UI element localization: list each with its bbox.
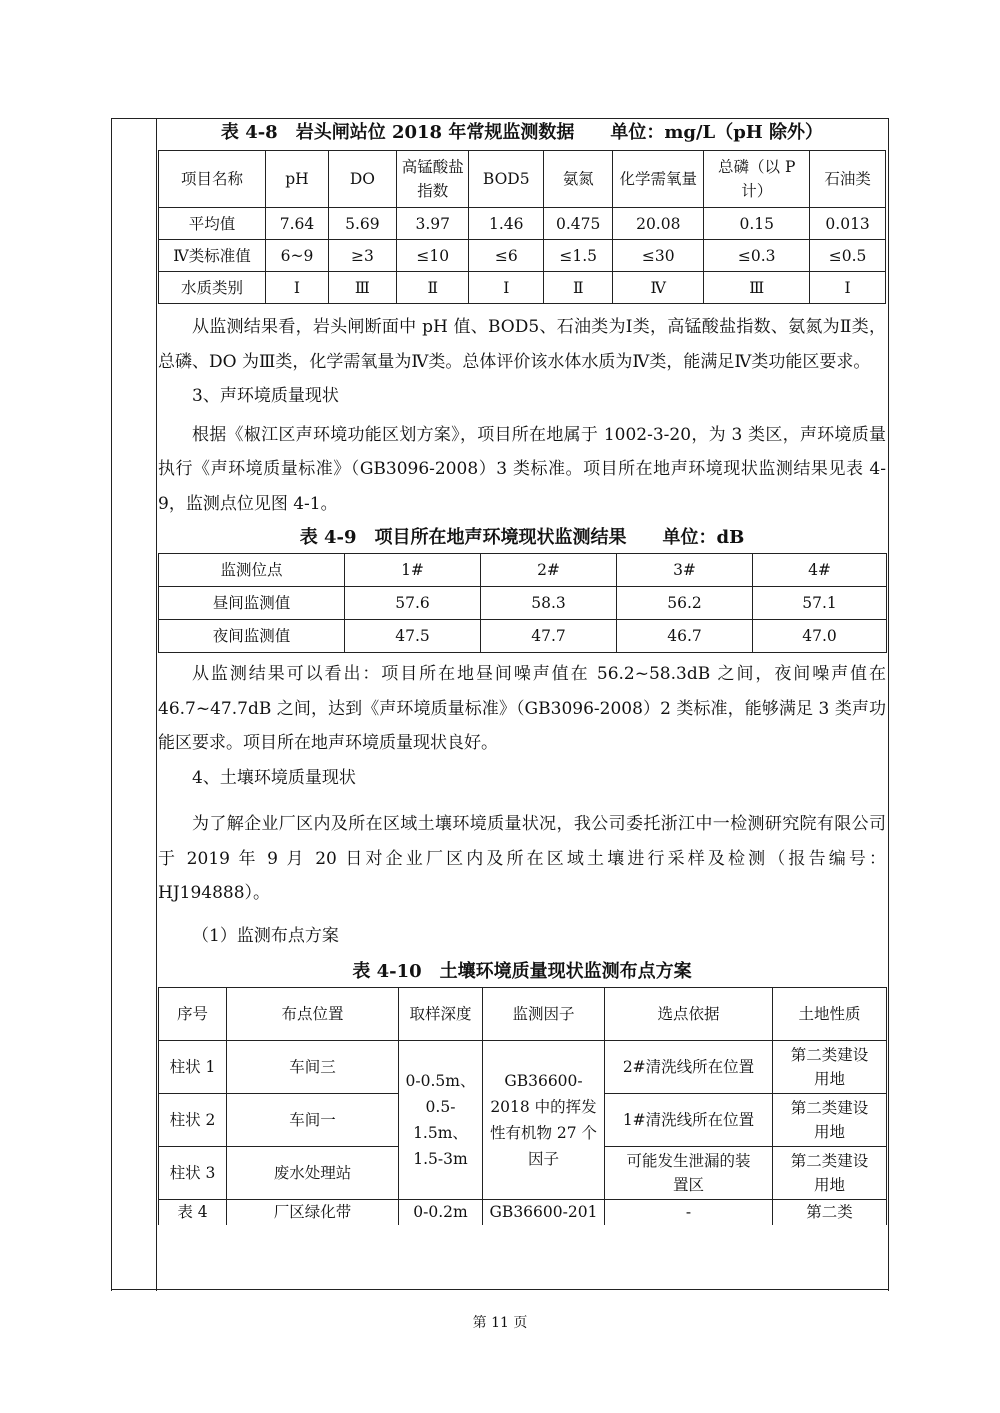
- table-cell: 0.475: [544, 208, 613, 240]
- table-cell: 46.7: [617, 620, 753, 653]
- table-cell: 柱状 3: [159, 1147, 227, 1200]
- paragraph: 为了解企业厂区内及所在区域土壤环境质量状况，我公司委托浙江中一检测研究院有限公司于 2019 年 9 月 20 日对企业厂区内及所在区域土壤进行采样及检测（报告编号：HJ194888）。: [158, 814, 886, 903]
- table-cell: Ⅲ: [328, 272, 396, 304]
- table-4-8-header-row: [159, 151, 886, 208]
- table-cell: 20.08: [613, 208, 704, 240]
- table-cell: 昼间监测值: [159, 587, 345, 620]
- paragraph: 从监测结果可以看出：项目所在地昼间噪声值在 56.2~58.3dB 之间，夜间噪声值在 46.7~47.7dB 之间，达到《声环境质量标准》（GB3096-2008）2 类标准，能够满足 3 类声功能区要求。项目所在地声环境质量现状良好。: [158, 664, 886, 753]
- header-cell: 1#: [345, 554, 481, 587]
- table-cell: 57.1: [753, 587, 887, 620]
- table-row: [159, 1041, 887, 1094]
- table-cell: 水质类别: [159, 272, 266, 304]
- paragraph: 根据《椒江区声环境功能区划方案》，项目所在地属于 1002-3-20，为 3 类区，声环境质量执行《声环境质量标准》（GB3096-2008）3 类标准。项目所在地声环境现状监测结果见表 4-9，监测点位见图 4-1。: [158, 424, 886, 514]
- table-cell: 0.15: [704, 208, 810, 240]
- factor-merged-cell: GB36600-2018 中的挥发性有机物 27 个因子: [483, 1041, 605, 1200]
- table-4-10: [158, 987, 887, 1225]
- header-cell: 石油类: [810, 151, 886, 208]
- header-cell: 2#: [481, 554, 617, 587]
- table-cell: Ⅳ类标准值: [159, 240, 266, 272]
- page-number: 第 11 页: [472, 1315, 528, 1331]
- header-cell: BOD5: [469, 151, 544, 208]
- table-cell: 0-0.2m: [399, 1200, 483, 1225]
- table-cell: 5.69: [328, 208, 396, 240]
- table-cell: Ⅱ: [544, 272, 613, 304]
- table-row: [159, 240, 886, 272]
- table-cell: ≤0.5: [810, 240, 886, 272]
- table-4-9-header-row: [159, 554, 887, 587]
- table-cell: Ⅱ: [396, 272, 468, 304]
- frame-bottom-line: [111, 1289, 889, 1290]
- table-cell: 厂区绿化带: [227, 1200, 399, 1225]
- table-cell: 废水处理站: [227, 1147, 399, 1200]
- table-cell: 第二类建设用地: [773, 1094, 887, 1147]
- header-cell: 选点依据: [605, 988, 773, 1041]
- table-cell: 第二类: [773, 1200, 887, 1225]
- table-row: [159, 620, 887, 653]
- header-cell: 项目名称: [159, 151, 266, 208]
- header-cell: 化学需氧量: [613, 151, 704, 208]
- table-cell: GB36600-201: [483, 1200, 605, 1225]
- table-4-9: [158, 553, 887, 653]
- frame-divider: [156, 119, 157, 1291]
- page-content: [158, 118, 886, 1225]
- table-cell: Ⅲ: [704, 272, 810, 304]
- table-cell: 夜间监测值: [159, 620, 345, 653]
- table-cell: 3.97: [396, 208, 468, 240]
- table-cell: 0.013: [810, 208, 886, 240]
- table-cell: 47.0: [753, 620, 887, 653]
- table-cell: 平均值: [159, 208, 266, 240]
- table-row: [159, 587, 887, 620]
- section-heading: 4、土壤环境质量现状: [192, 767, 356, 788]
- table-cell: 58.3: [481, 587, 617, 620]
- section-heading: 3、声环境质量现状: [192, 386, 339, 406]
- table-cell: Ⅰ: [469, 272, 544, 304]
- table-row: [159, 208, 886, 240]
- table-cell: 2#清洗线所在位置: [605, 1041, 773, 1094]
- table-cell: 7.64: [266, 208, 329, 240]
- header-cell: 监测因子: [483, 988, 605, 1041]
- table-cell: ≤30: [613, 240, 704, 272]
- table-row: [159, 1200, 887, 1225]
- table-cell: 第二类建设用地: [773, 1041, 887, 1094]
- table-cell: ≤0.3: [704, 240, 810, 272]
- table-cell: 车间三: [227, 1041, 399, 1094]
- table-cell: 车间一: [227, 1094, 399, 1147]
- header-cell: 土地性质: [773, 988, 887, 1041]
- table-cell: 6~9: [266, 240, 329, 272]
- header-cell: 取样深度: [399, 988, 483, 1041]
- header-cell: DO: [328, 151, 396, 208]
- subsection-heading: （1）监测布点方案: [192, 925, 339, 946]
- table-cell: 可能发生泄漏的装置区: [605, 1147, 773, 1200]
- table-4-8-caption: 表 4-8 岩头闸站位 2018 年常规监测数据 单位：mg/L（pH 除外）: [220, 122, 824, 143]
- table-cell: 表 4: [159, 1200, 227, 1225]
- table-cell: ≥3: [328, 240, 396, 272]
- table-cell: 1#清洗线所在位置: [605, 1094, 773, 1147]
- table-cell: ≤1.5: [544, 240, 613, 272]
- header-cell: 布点位置: [227, 988, 399, 1041]
- table-cell: 柱状 2: [159, 1094, 227, 1147]
- table-cell: Ⅰ: [810, 272, 886, 304]
- header-cell: pH: [266, 151, 329, 208]
- table-cell: 1.46: [469, 208, 544, 240]
- table-cell: 柱状 1: [159, 1041, 227, 1094]
- paragraph: 从监测结果看，岩头闸断面中 pH 值、BOD5、石油类为Ⅰ类，高锰酸盐指数、氨氮为Ⅱ类，总磷、DO 为Ⅲ类，化学需氧量为Ⅳ类。总体评价该水体水质为Ⅳ类，能满足Ⅳ类功能区要求。: [158, 317, 886, 372]
- table-cell: ≤6: [469, 240, 544, 272]
- header-cell: 监测位点: [159, 554, 345, 587]
- table-cell: 56.2: [617, 587, 753, 620]
- table-cell: 47.7: [481, 620, 617, 653]
- depth-merged-cell: 0-0.5m、0.5-1.5m、1.5-3m: [399, 1041, 483, 1200]
- header-cell: 3#: [617, 554, 753, 587]
- table-cell: 第二类建设用地: [773, 1147, 887, 1200]
- table-cell: -: [605, 1200, 773, 1225]
- header-cell: 4#: [753, 554, 887, 587]
- table-cell: 57.6: [345, 587, 481, 620]
- table-cell: Ⅰ: [266, 272, 329, 304]
- header-cell: 氨氮: [544, 151, 613, 208]
- table-cell: Ⅳ: [613, 272, 704, 304]
- table-row: [159, 272, 886, 304]
- header-cell: 总磷（以 P 计）: [704, 151, 810, 208]
- table-4-9-caption: 表 4-9 项目所在地声环境现状监测结果 单位：dB: [299, 527, 745, 548]
- header-cell: 高锰酸盐指数: [396, 151, 468, 208]
- table-cell: 47.5: [345, 620, 481, 653]
- table-cell: ≤10: [396, 240, 468, 272]
- table-4-10-header-row: [159, 988, 887, 1041]
- header-cell: 序号: [159, 988, 227, 1041]
- table-4-8: [158, 150, 886, 304]
- table-4-10-caption: 表 4-10 土壤环境质量现状监测布点方案: [352, 961, 692, 982]
